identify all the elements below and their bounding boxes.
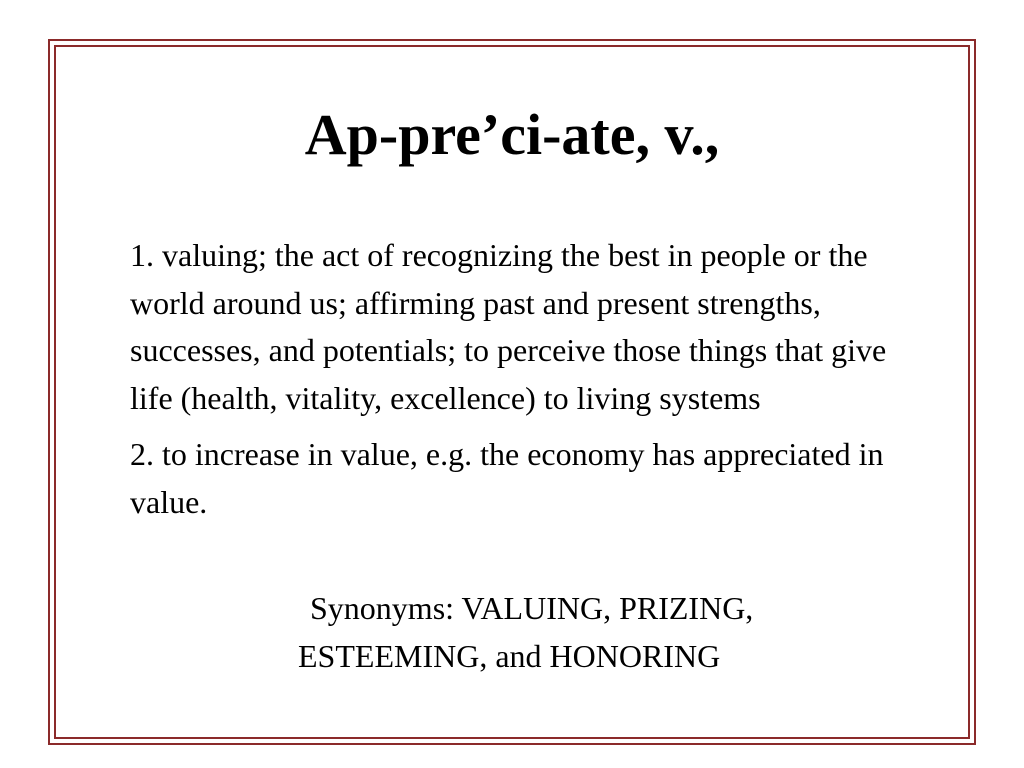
- definitions-list: [130, 232, 930, 535]
- slide-title: Ap-pre’ci-ate, v.,: [304, 102, 720, 167]
- definition-2: 2. to increase in value, e.g. the economy has appreciated in value.: [130, 436, 884, 520]
- synonyms-text: Synonyms: VALUING, PRIZING, ESTEEMING, and HONORING: [298, 590, 754, 674]
- definition-1: 1. valuing; the act of recognizing the best in people or the world around us; affirming past and present strengths, successes, and potentials; to perceive those things that give life (health, vitality, excellence) to living systems: [130, 237, 887, 416]
